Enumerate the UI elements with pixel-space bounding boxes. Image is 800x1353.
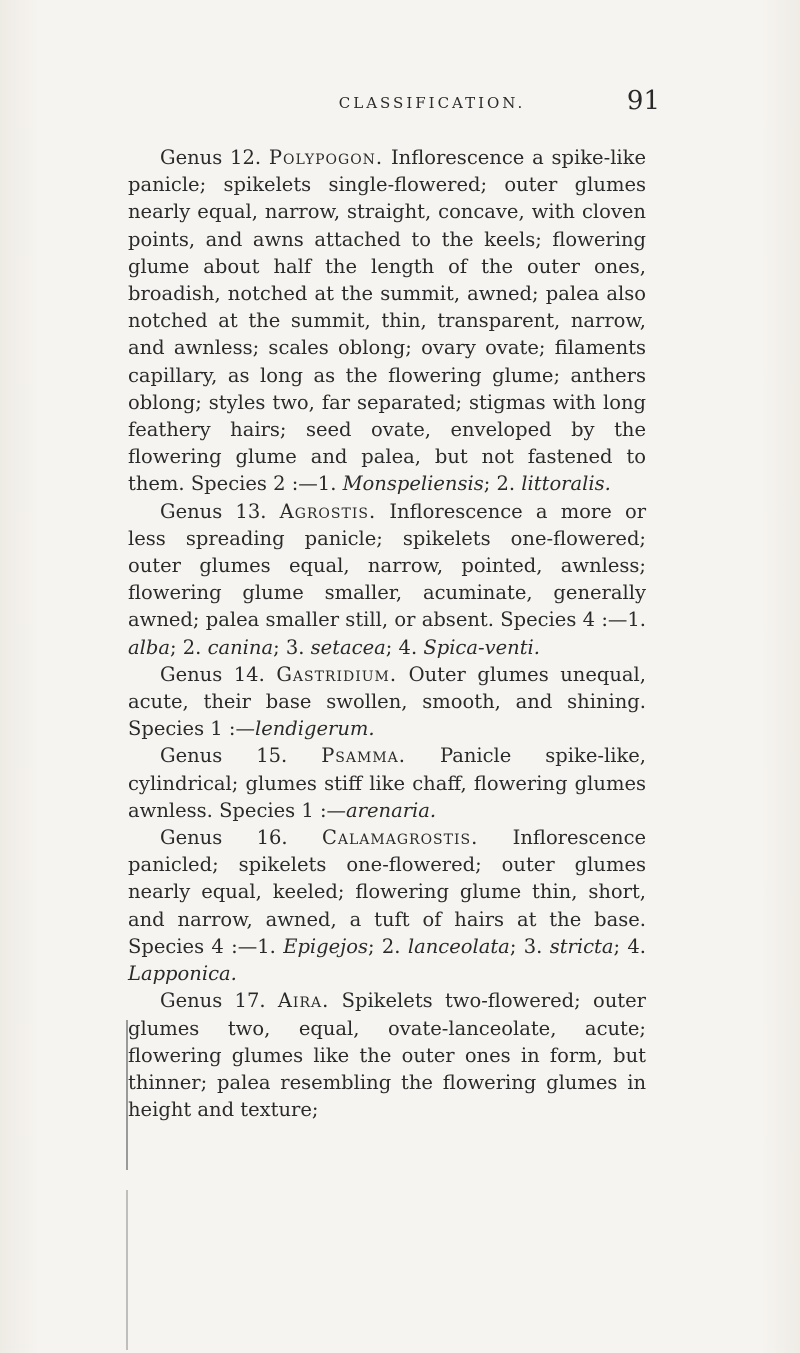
species-name: canina (207, 635, 274, 659)
species-name: setacea (310, 635, 386, 659)
genus-17-paragraph (128, 987, 646, 1123)
genus-description: Outer glumes unequal, acute, their base swollen, smooth, and shining. Species 1 :— (128, 662, 646, 741)
genus-number: Genus 16. (160, 826, 288, 850)
species-name: Spica-venti. (423, 635, 540, 659)
species-name: Epigejos (283, 934, 368, 958)
genus-description: Inflorescence a more or less spreading panicle; spikelets one-flowered; outer glumes equal, narrow, pointed, awnless; flowering glume smaller, acuminate, generally awned; palea smaller still, or absent. Species 4 :—1. (128, 499, 647, 632)
genus-name: Aira. (277, 989, 330, 1013)
running-title: CLASSIFICATION. (338, 94, 526, 112)
genus-description: Inflorescence a spike-like panicle; spikelets single-flowered; outer glumes nearly equal, narrow, straight, concave, with cloven points, and awns attached to the keels; flowering glume about half the length of the outer ones, broadish, notched at the summit, awned; palea also notched at the summit, thin, transparent, narrow, and awnless; scales oblong; ovary ovate; filaments capillary, as long as the flowering glume; anthers oblong; styles two, far separated; stigmas with long feathery hairs; seed ovate, enveloped by the flowering glume and palea, but not fastened to them. Species 2 :—1. (128, 146, 647, 496)
page-number: 91 (626, 86, 660, 116)
genus-name: Gastridium. (276, 662, 398, 686)
species-name: Lapponica. (128, 962, 237, 986)
genus-description: Inflorescence panicled; spikelets one-flowered; outer glumes nearly equal, keeled; flowering glume thin, short, and narrow, awned, a tuft of hairs at the base. Species 4 :—1. (128, 826, 647, 958)
species-name: stricta (549, 934, 614, 958)
body-text (128, 144, 646, 1123)
species-name: alba (128, 635, 170, 659)
species-name: lanceolata (407, 934, 510, 958)
genus-number: Genus 14. (160, 662, 265, 686)
genus-description: Spikelets two-flowered; outer glumes two, equal, ovate-lanceolate, acute; flowering glumes like the outer ones in form, but thinner; palea resembling the flowering glumes in height and texture; (128, 989, 646, 1122)
species-name: arenaria. (346, 798, 437, 822)
genus-13-paragraph (128, 498, 646, 661)
species-separator: ; 3. (509, 934, 543, 958)
genus-15-paragraph (128, 742, 646, 824)
species-name: littoralis. (521, 472, 611, 496)
genus-description: Panicle spike-like, cylindrical; glumes stiff like chaff, flowering glumes awnless. Species 1 :— (128, 744, 646, 822)
species-separator: ; 4. (385, 635, 418, 659)
species-name: Monspeliensis (342, 472, 484, 496)
genus-number: Genus 13. (160, 499, 267, 523)
genus-12-paragraph (128, 144, 646, 498)
species-separator: ; 2. (367, 934, 401, 958)
page-edge-shadow-lower (126, 1190, 128, 1350)
genus-number: Genus 15. (160, 744, 288, 768)
genus-name: Calamagrostis. (321, 826, 479, 850)
species-separator: ; 2. (483, 472, 516, 496)
species-separator: ; 2. (169, 635, 202, 659)
genus-14-paragraph (128, 661, 646, 743)
species-separator: ; 4. (613, 934, 647, 958)
genus-16-paragraph (128, 824, 646, 987)
genus-number: Genus 17. (160, 989, 266, 1013)
genus-name: Agrostis. (279, 499, 377, 523)
genus-number: Genus 12. (160, 146, 262, 169)
genus-name: Psamma. (321, 744, 406, 768)
species-name: lendigerum. (254, 717, 375, 741)
species-separator: ; 3. (273, 635, 305, 659)
genus-name: Polypogon. (268, 146, 384, 169)
